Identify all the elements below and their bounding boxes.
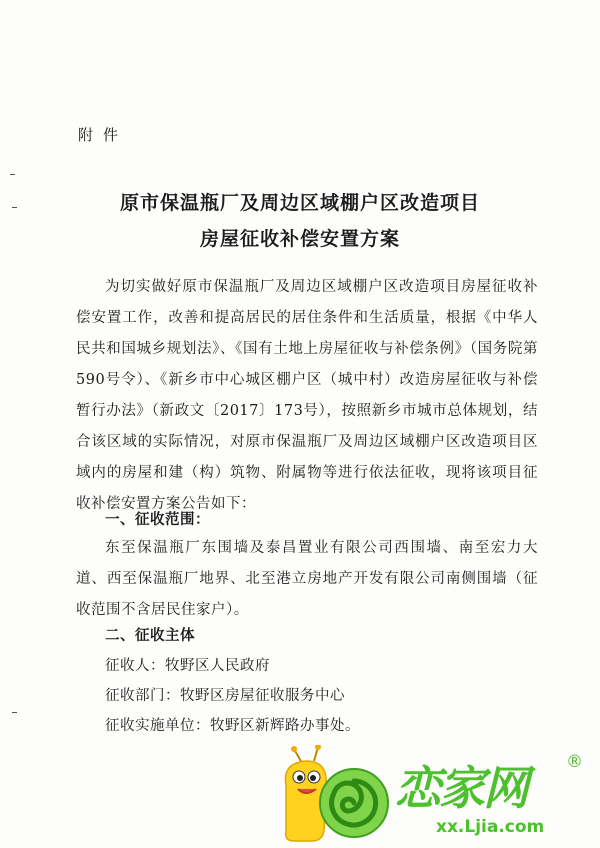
- section1-text: 东至保温瓶厂东围墙及泰昌置业有限公司西围墙、南至宏力大道、西至保温瓶厂地界、北至港立房地产开发有限公司南侧围墙（征收范围不含居民住家户）。: [76, 540, 538, 618]
- section2-item: 征收实施单位：牧野区新辉路办事处。: [105, 718, 360, 734]
- section2-item: 征收部门：牧野区房屋征收服务中心: [105, 688, 345, 704]
- scan-speck: [10, 174, 15, 175]
- scan-speck: [12, 712, 17, 713]
- watermark-brand: 恋家网: [395, 761, 527, 815]
- registered-mark: ®: [566, 752, 583, 772]
- attachment-label: 附件: [78, 126, 129, 144]
- section2-item: 征收人：牧野区人民政府: [105, 658, 270, 674]
- watermark-url: xx.Ljia.com: [436, 817, 545, 837]
- intro-paragraph: 为切实做好原市保温瓶厂及周边区域棚户区改造项目房屋征收补偿安置工作，改善和提高居民的居住条件和生活质量，根据《中华人民共和国城乡规划法》、《国有土地上房屋征收与补偿条例》（国务院第590号令）、《新乡市中心城区棚户区（城中村）改造房屋征收与补偿暂行办法》（新政文〔2017〕173号），按照新乡市城市总体规划，结合该区域的实际情况，对原市保温瓶厂及周边区域棚户区改造项目区域内的房屋和建（构）筑物、附属物等进行依法征收，现将该项目征收补偿安置方案公告如下：: [76, 279, 538, 512]
- document-title-line2: 房屋征收补偿安置方案: [199, 228, 400, 250]
- document-title-line1: 原市保温瓶厂及周边区域棚户区改造项目: [119, 192, 480, 214]
- section2-heading: 二、征收主体: [105, 627, 195, 644]
- section1-heading: 一、征收范围：: [105, 511, 210, 528]
